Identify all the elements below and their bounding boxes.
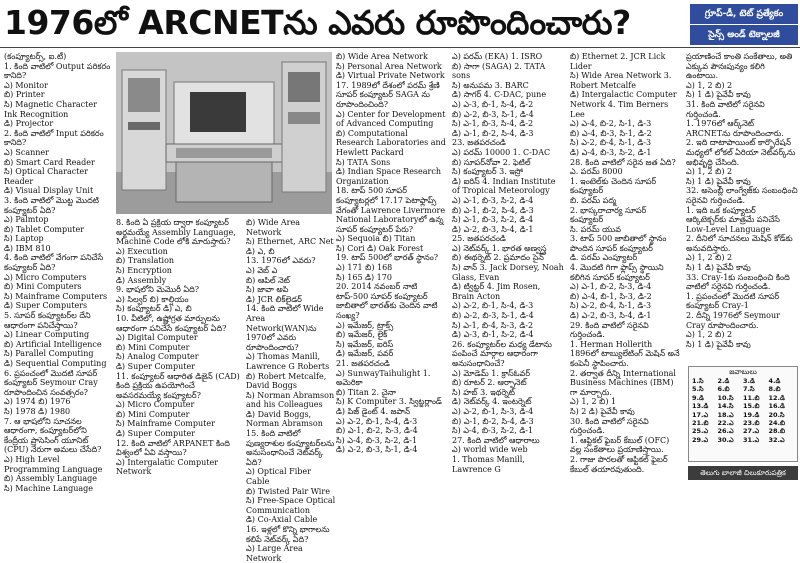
question-line: డి) Super Computer: [116, 361, 196, 371]
question-line: 33. Cray-1కు సంబంధించి కింది వాటిలో సరైనవి గుర్తించండి.: [686, 272, 790, 292]
answer-cell: 27.ఎ: [743, 427, 760, 436]
question-line: డి) ఎ-3, బి-1, సి-2, డి-4: [452, 330, 534, 340]
answer-cell: 12.డి: [768, 393, 785, 402]
question-line: 2. దీనిలో సూచనలు మెషిన్‌ కోడ్‌కు అనువదిస్తారు.: [686, 234, 793, 253]
question-line: సి) 165 డి) 170: [336, 272, 392, 282]
question-line: సి) Machine Language: [4, 483, 93, 493]
question-line: 2. గాజు పొరలతో ఆప్టికల్‌ ఫైబర్‌ కేబుల్‌ తయారవుతుంది.: [570, 454, 668, 474]
answer-cell: 21.బి: [692, 419, 709, 428]
answer-key: [688, 366, 798, 462]
question-line: ఎ) ఎ-2, బి-1, సి-3, డి-4: [452, 406, 534, 416]
question-line: 2. దీన్ని 1976లో Seymour Cray రూపొందించారు.: [686, 311, 780, 330]
question-line: బి) ఇమేజర్‌, లైక్‌: [336, 330, 388, 340]
question-column-3: [246, 218, 336, 563]
question-line: బి) Artificial Intelligence: [4, 339, 102, 349]
question-line: ఎ) 1, 2 బి) 2: [686, 80, 733, 90]
question-line: ఎ) ఎ-2, బి-1, సి-4, డి-3: [336, 416, 418, 426]
answer-cell: 4.డి: [768, 377, 781, 385]
question-line: ఎ) 171 బి) 168: [336, 263, 393, 273]
question-line: ఎ) ఎ-1, బి-2, సి-3, డి-4: [570, 282, 652, 292]
question-line: 16. ఇళ్లలో కొన్ని భాగాలను కలిపే నెట్‌వర్క్‌ ఏది?: [246, 525, 330, 544]
question-line: 29. కింది వాటిలో సరైనవి గుర్తించండి.: [570, 320, 649, 340]
question-line: బి) ఎ-4, బి-3, సి-1, డి-2: [570, 128, 652, 138]
question-line: బి) Smart Card Reader: [4, 157, 95, 167]
question-line: బి) Mini Computer: [116, 342, 190, 352]
question-column-6: [570, 52, 682, 482]
question-line: సి) Ethernet, ARC Net: [246, 237, 334, 247]
question-line: డి) ఎ-1, బి-2, సి-4, డి-3: [452, 128, 534, 138]
question-line: బి) Tablet Computer: [4, 224, 85, 234]
question-line: సి) 2 డి) పైవేవీ కావు: [570, 406, 635, 416]
question-line: డి) ఇమేజర్‌, పవర్‌: [336, 349, 394, 359]
question-line: ఎ) Digital Computer: [116, 333, 198, 343]
question-line: 17. 1989లో దేశంలో పరమ్‌ శ్రేణి సూపర్‌ కంప్యూటర్‌ SAGA ను రూపొందించింది?: [336, 80, 440, 109]
question-line: బి) Mini Computer: [116, 409, 190, 419]
question-line: 1. ఇది ఒక కంప్యూటర్‌ ఆర్కిటెక్చర్‌కు మాత్రమే పనిచేసే Low-Level Language: [686, 205, 780, 234]
question-line: 1. ఇంటెల్‌కు చెందిన సూపర్‌ కంప్యూటర్‌: [570, 176, 657, 196]
answer-cell: 13.డి: [692, 402, 709, 411]
question-line: డి) Co-Axial Cable: [246, 515, 318, 525]
question-line: డి) Super Computers: [4, 301, 88, 311]
question-line: సి) Parallel Computing: [4, 349, 94, 359]
question-line: ప్రయాణించే కాంతి సంకేతాలు, అతి ఎక్కువ పౌనఃపున్యం కలిగి ఉంటాయి.: [686, 52, 793, 81]
answer-cell: 1.సి: [692, 377, 704, 385]
answer-cell: 28.బి: [768, 427, 786, 436]
question-line: ఎ) High Level Programming Language: [4, 454, 103, 474]
question-line: సి) Magnetic Character Ink Recognition: [4, 99, 97, 119]
question-line: సి) Encryption: [116, 265, 172, 275]
question-line: 21. జతపరచండి: [336, 359, 390, 368]
question-line: బి) ఈథర్నెట్‌ 2. ప్రమాదం సైన్‌: [452, 253, 544, 263]
question-line: 4. మొదటి గిగా ఫ్లాప్స్‌ స్థాయిని కలిగిన సూపర్‌ కంప్యూటర్‌: [570, 263, 664, 282]
section-tag-science: సైన్స్‌ అండ్‌ టెక్నాలజీ: [690, 25, 798, 45]
question-line: ఎ) Palmtop: [4, 215, 49, 225]
answer-cell: 17.ఎ: [692, 410, 709, 419]
question-line: బి) Assembly Language: [4, 474, 98, 484]
question-line: సి) Mainframe Computers: [4, 291, 108, 301]
question-line: ఎ) Optical Fiber Cable: [246, 467, 311, 487]
question-line: డి) David Boggs, Norman Abramson: [246, 409, 323, 429]
question-line: సి) ఎ-1, బి-3, సి-4, డి-2: [452, 119, 534, 129]
question-line: ఎ. పరమ్‌ 8000: [570, 167, 623, 177]
question-column-5: [452, 52, 564, 482]
question-line: 1. 1976లో ఆర్క్‌నెట్‌ ARCNETను రూపొందించారు.: [686, 119, 784, 138]
answer-cell: 23.బి: [743, 419, 760, 428]
question-line: 32. అసెంబ్లీ లాంగ్వేజ్‌కు సంబంధించి సరైనవి గుర్తించండి.: [686, 186, 798, 205]
question-line: ఎ) ఎ-1, బి-3, సి-2, డి-4: [452, 195, 534, 205]
question-line: డి) Projector: [4, 119, 54, 129]
question-line: సి) 1 డి) పైవేవీ కావు: [686, 339, 751, 349]
question-line: 7. ఆ భాషలోని సూచనల ఆధారంగా, కంప్యూటర్‌లోని కేంద్రీయ ప్రాసెసింగ్‌ యూనిట్‌ (CPU) నేరుగా అమలు చేసేది?: [4, 416, 102, 455]
question-line: 10. వీటిలో, ఉష్ణోగ్రత మార్పులను ఆధారంగా పనిచేసే కంప్యూటర్‌ ఏది?: [116, 313, 227, 333]
answer-cell: 8.బి: [768, 385, 781, 394]
question-line: సి) ఎ-2, బి-4, సి-1, డి-3: [570, 301, 652, 311]
question-line: ఎ) Large Area Network: [246, 544, 303, 563]
question-line: డి) Super Computer: [116, 429, 196, 439]
question-line: డి) Assembly: [116, 275, 167, 285]
question-line: డి) నెట్‌వర్క్‌ 4. ఇంటర్నెట్‌: [452, 397, 532, 407]
question-line: ఎ) ఎ-4, బి-2, సి-1, డి-3: [570, 119, 652, 129]
question-line: 2. కింది వాటిలో Input పరికరం కానిది?: [4, 128, 104, 148]
question-line: బి) Mini Computers: [4, 282, 82, 292]
question-line: బి) ఎ-1, బి-2, సి-4, డి-3: [452, 416, 534, 426]
answer-cell: 5.సి: [692, 385, 704, 394]
question-line: 25. జతపరచండి: [452, 234, 506, 244]
question-line: 12. కింది వాటిలో ARPANET కింది విశ్వంలో ఏవి వస్తాయి?: [116, 438, 230, 458]
question-line: ఎ) Execution: [116, 246, 168, 256]
question-line: డి) Virtual Private Network: [336, 71, 445, 81]
question-line: బి) Translation: [116, 256, 175, 266]
question-line: సి) 1 డి) పైవేవీ కావు: [686, 176, 751, 186]
question-line: 15. కింది వాటిలో పుణ్యరాశుల కంప్యూటర్‌లను అనుసంధానించే నెట్‌వర్క్‌ ఏది?: [246, 429, 335, 467]
question-line: 27. కింది వాటిలో ఆధారాలు: [452, 435, 540, 445]
question-line: బి) సాగా (SAGA) 2. TATA sons: [452, 61, 546, 81]
question-line: ఎ) 1974 బి) 1976: [4, 397, 71, 407]
question-line: (కంప్యూటర్స్‌, ఐ.టీ): [4, 52, 67, 61]
question-line: 13. 1976లో ఎవరు?: [246, 256, 316, 266]
question-line: డి) ఎ-2, బి-3, సి-4, డి-1: [570, 311, 652, 321]
question-line: 2. తర్వాత దీన్ని International Business Machines (IBM) గా మార్చారు.: [570, 368, 676, 397]
question-line: బి) Twisted Pair Wire: [246, 486, 330, 496]
footer-credit: తెలుగు బాలాజీ చిలుకూరుపత్రిక: [688, 466, 798, 480]
question-line: ఎ) పరమ్‌ (EKA) 1. ISRO: [452, 52, 543, 61]
question-line: బి) Wide Area Network: [246, 218, 300, 237]
question-line: బి) ఎ-1, బి-2, సి-3, డి-4: [336, 426, 418, 436]
question-line: సి) Laptop: [4, 234, 44, 244]
question-line: ఎ) 1, 2 బి) 2: [686, 330, 733, 340]
question-line: సి. పరమ్‌ యువ: [570, 224, 621, 234]
question-line: ఎ) వెబ్‌ ఎ: [246, 265, 278, 275]
question-column-7: [686, 52, 798, 364]
answer-cell: 14.సి: [717, 402, 734, 411]
question-line: 3. టాప్‌ 500 జాబితాలో స్థానం పొందిన సూపర్‌ కంప్యూటర్‌: [570, 234, 667, 253]
question-line: 1. Herman Hollerith 1896లో టాబ్యులేటింగ్‌ మెషిన్‌ అనే కంపెనీ స్థాపించారు.: [570, 339, 680, 368]
question-line: డి) పిజ్‌ డైంట్‌ 4. జపాన్‌: [336, 406, 410, 416]
question-line: ఎ) world wide web: [452, 445, 528, 455]
answer-cell: 16.డి: [768, 402, 785, 411]
question-line: ఎ) ఎ-2, బి-1, సి-4, డి-3: [452, 301, 534, 311]
question-line: ఎ) SunwayTaihulight 1. అమెరికా: [336, 368, 431, 388]
question-line: ఎ) నెట్‌వర్క్‌ 1. భారత అణ్వస్త్ర: [452, 243, 547, 253]
question-line: డి) ఎ-2, బి-3, సి-1, డి-4: [336, 445, 418, 455]
question-line: సి) TATA Sons: [336, 157, 391, 167]
question-line: సి) 1 డి) పైవేవీ కావు: [686, 90, 751, 100]
question-line: సి) Cori డి) Oak Forest: [336, 243, 424, 253]
question-line: 20. 2014 నవంబర్‌ నాటి టాప్‌-500 సూపర్‌ కంప్యూటర్‌ జాబితాలో భారత్‌కు చెందిన వాటి సంఖ్య?: [336, 282, 438, 321]
question-line: బి) Titan 2. చైనా: [336, 387, 396, 397]
question-line: 8. కింది ఏ ప్రక్రియ ద్వారా కంప్యూటర్‌ అర్థమయ్యే Assembly Language, Machine Code లోకి మారుస్తారు?: [116, 218, 236, 247]
question-line: ఎ) 1, 2 బి) 2: [686, 167, 733, 177]
question-line: డి) Sequential Computing: [4, 359, 107, 368]
question-line: 5. సూపర్‌ కంప్యూటర్‌ల దేని ఆధారంగా పనిచేస్తాయి?: [4, 311, 91, 330]
answer-cell: 24.బి: [768, 419, 786, 428]
question-line: సి) హబ్‌ 3. ఇథర్నెట్‌: [452, 387, 515, 397]
question-line: 1. కింది వాటిలో Output పరికరం కానిది?: [4, 61, 111, 81]
question-line: ఎ) Micro Computers: [4, 272, 87, 282]
answer-cell: 6.బి: [717, 385, 730, 394]
question-line: బి) Robert Metcalfe, David Boggs: [246, 371, 327, 391]
question-line: 26. కంప్యూటర్‌ల మధ్య డేటాను పంపించే మార్గాల ఆధారంగా అనుసంధానించే?: [452, 339, 552, 368]
question-line: సి) Analog Computer: [116, 352, 199, 362]
question-line: 9. భాషలోని మెమొరీ ఏది?: [116, 285, 200, 295]
question-line: ఎ) సిల్వర్‌ బి) కాల్షియం: [116, 294, 189, 304]
question-line: సి) 1978 డి) 1980: [4, 406, 71, 416]
question-line: సి) ఎ-2, బి-4, సి-1, డి-3: [570, 138, 652, 148]
question-line: సి) ఎ-4, బి-3, సి-2, డి-1: [452, 426, 534, 436]
question-line: బి) Wide Area Network: [336, 52, 428, 61]
answer-grid: [689, 377, 797, 444]
question-line: సి) ఎ-4, బి-3, సి-2, డి-1: [336, 435, 418, 445]
question-line: 19. టాప్‌ 500లో భారత్‌ స్థానం?: [336, 253, 439, 263]
question-line: డి) సాగర్‌ 4. C-DAC, pune: [452, 90, 547, 100]
question-line: బి) Printer: [4, 90, 45, 100]
question-line: సి) Optical Character Reader: [4, 167, 88, 186]
question-line: 4. కింది వాటిలో వేగంగా పనిచేసే కంప్యూటర్‌ ఏది?: [4, 253, 104, 273]
question-line: ఎ) ఎ-3, బి-1, సి-4, డి-2: [452, 99, 534, 109]
question-line: ఎ) Linear Computing: [4, 330, 90, 340]
question-line: ఎ) పరమ్‌ 10000 1. C-DAC: [452, 147, 551, 157]
question-line: 1. ఆప్టికల్‌ ఫైబర్‌ కేబుల్‌ (OFC) వల్ల సంకేతాలు ప్రయాణిస్తాయి.: [570, 435, 670, 455]
answer-cell: 18.ఎ: [717, 410, 734, 419]
question-line: 18. టాప్‌ 500 సూపర్‌ కంప్యూటర్లలో 17.17 పెటాఫ్లాప్స్‌ వేగంతో Lawrence Livermore National Laboratoryలో ఉన్న సూపర్‌ కంప్యూటర్‌ పేరు?: [336, 186, 446, 234]
question-line: డి) ఎ, బి: [246, 246, 275, 256]
answer-cell: 25.ఎ: [692, 427, 709, 436]
question-line: 30. కింది వాటిలో సరైనవి గుర్తించండి.: [570, 416, 649, 436]
answer-cell: 9.డి: [692, 393, 704, 402]
headline: 1976లో ARCNETను ఎవరు రూపొందించారు?: [4, 3, 631, 42]
question-line: డి) ట్విట్టర్‌ 4. Jim Rosen, Brain Acton: [452, 282, 541, 301]
question-line: డి) ఎ-2, బి-3, సి-4, డి-1: [452, 224, 534, 234]
question-line: 31. కింది వాటిలో సరైనవి గుర్తించండి.: [686, 99, 765, 119]
question-line: 28. కింది వాటిలో సరైన జత ఏది?: [570, 157, 676, 167]
question-line: సి) వాన్‌ 3. Jack Dorsey, Noah Glass, Evan: [452, 263, 564, 282]
question-line: ఎ) మోడెమ్‌ 1. క్రాస్ఓవర్‌: [452, 368, 531, 378]
answer-cell: 26.ఎ: [717, 427, 734, 436]
question-line: డి) JCR లిక్‌లైడర్‌: [246, 294, 302, 304]
answer-cell: 10.సి: [717, 393, 734, 402]
question-column-1: [4, 52, 112, 493]
answer-key-title: జవాబులు: [729, 368, 757, 376]
question-line: బి) సూపర్‌నోవా 2. ఫెటిల్‌: [452, 157, 531, 167]
answer-cell: 20.సి: [768, 410, 785, 419]
question-line: సి) Norman Abramson and his Colleagues: [246, 390, 335, 410]
question-line: సి) కంప్యూటర్‌ డి) ఎ, బి: [116, 304, 192, 314]
question-line: ఎ) Thomas Manill, Lawrence G Roberts: [246, 352, 330, 371]
question-line: ఎ) Monitor: [4, 80, 48, 90]
answer-cell: 30.ఎ: [717, 435, 734, 444]
answer-cell: 7.సి: [743, 385, 755, 394]
answer-cell: 32.ఎ: [768, 435, 785, 444]
question-line: ఎ) ఇమేజర్‌, ట్రాక్స్‌: [336, 320, 394, 330]
question-line: డి) ఎ-4, బి-3, సి-2, డి-1: [570, 147, 652, 157]
question-line: ఎ) 1, 2 బి) 2: [686, 253, 733, 263]
question-line: ఎ) Scanner: [4, 147, 49, 157]
question-line: బి. పరమ్‌ పద్మ: [570, 195, 617, 205]
answer-cell: 19.డి: [743, 410, 760, 419]
question-line: సి) Wide Area Network 3. Robert Metcalfe: [570, 71, 672, 90]
question-line: బి) ఎ-4, బి-1, సి-3, డి-2: [570, 291, 652, 301]
question-line: 11. కంప్యూటర్‌ ఆధారిత డిజైన్‌ (CAD) కింది ప్రక్రియ ఉపయోగించే అవసరమయ్యే కంప్యూటర్‌?: [116, 371, 240, 400]
question-line: 1. ప్రపంచంలో మొదటి సూపర్‌ కంప్యూటర్‌ Cray-1: [686, 291, 780, 311]
question-line: సి) జావా అపి: [246, 285, 289, 295]
question-line: సి) అనుపమ 3. BARC: [452, 80, 529, 90]
question-line: సి) Mainframe Computer: [116, 419, 215, 429]
question-line: బి) రూటర్‌ 2. ఆర్పానెట్‌: [452, 378, 527, 388]
question-line: ఎ) 1, 2 బి) 1: [570, 397, 617, 407]
question-line: డి) IBM 810: [4, 243, 51, 253]
question-line: ఎ) Intergalatic Computer Network: [116, 457, 219, 477]
question-line: సి) కంప్యూటర్‌ 3. ఇస్రో: [452, 167, 523, 177]
question-line: 1. Thomas Manill, Lawrence G: [452, 454, 525, 474]
answer-cell: 2.డి: [717, 377, 730, 385]
answer-cell: 22.ఎ: [717, 419, 734, 428]
question-line: సి) 1 డి) పైవేవీ కావు: [686, 263, 751, 273]
question-line: బి) ఎ-2, బి-3, సి-1, డి-4: [452, 311, 534, 321]
answer-cell: 29.ఎ: [692, 435, 709, 444]
question-line: 14. కింది వాటిలో Wide Area Network(WAN)ను 1970లో ఎవరు రూపొందించారు?: [246, 304, 324, 352]
answer-cell: 11.బి: [743, 393, 760, 402]
question-line: సి) ఇమేజర్‌, ఐరిస్‌: [336, 339, 394, 349]
question-line: సి) ఎ-1, బి-4, సి-3, డి-2: [452, 320, 534, 330]
question-line: బి) ఎ-2, బి-3, సి-1, డి-4: [452, 109, 534, 119]
section-tag-group-d: గ్రూప్‌-డీ, టెట్‌ ప్రత్యేకం: [690, 4, 798, 24]
question-line: బి) Ethernet 2. JCR Lick Lider: [570, 52, 666, 71]
computer-terminal-image: [116, 52, 332, 214]
question-line: డి) Intergalactic Computer Network 4. Tim Berners Lee: [570, 90, 677, 119]
question-line: 23. జతపరచండి: [452, 138, 506, 148]
question-line: డి. పరమ్‌ ఎంప్యూటర్‌: [570, 253, 638, 263]
question-line: బి) Computational Research Laboratories and Hewlett Packard: [336, 128, 446, 157]
question-line: డి) Visual Display Unit: [4, 186, 94, 196]
question-line: ఎ) Micro Computer: [116, 400, 195, 410]
question-line: ఎ) Sequoia బి) Titan: [336, 234, 416, 244]
question-line: డి) ఐరిస్‌ 4. Indian Institute of Tropical Meteorology: [452, 176, 556, 196]
question-line: సి) K Computer 3. స్విట్జర్లాండ్‌: [336, 397, 442, 407]
computer-photo: [116, 52, 332, 214]
answer-cell: 3.డి: [743, 377, 755, 385]
question-line: 2. ఇది దాటాపాయింట్‌ కార్పొరేషన్‌ మధ్యలో లోకల్‌ ఏరియా నెట్‌వర్క్‌ను అభివృద్ధి చేసింది.: [686, 138, 796, 167]
question-line: 2. భాస్కరాచార్య సూపర్‌ కంప్యూటర్‌: [570, 205, 647, 225]
answer-cell: 15.బి: [743, 402, 760, 411]
question-line: 3. కింది వాటిలో మొట్ట మొదటి కంప్యూటర్‌ ఏది?: [4, 195, 99, 215]
question-line: బి) ఆపిల్‌ నెట్‌: [246, 275, 290, 285]
question-line: బి) ఎ-1, బి-2, సి-4, డి-3: [452, 205, 534, 215]
question-line: సి) Personal Area Network: [336, 61, 442, 71]
question-column-4: [336, 52, 448, 482]
question-column-2: [116, 218, 240, 482]
question-line: సి) ఎ-1, బి-3, సి-2, డి-4: [452, 215, 534, 225]
question-line: సి) Free-Space Optical Communication: [246, 496, 336, 515]
question-line: 6. ప్రపంచంలో మొదటి సూపర్‌ కంప్యూటర్‌ Seymour Cray రూపొందించిన సంవత్సరం?: [4, 368, 98, 397]
question-line: డి) Indian Space Research Organization: [336, 167, 441, 186]
question-line: ఎ) Center for Development of Advanced Computing: [336, 109, 446, 129]
answer-cell: 31.ఎ: [743, 435, 760, 444]
headline-rule: [0, 47, 800, 48]
